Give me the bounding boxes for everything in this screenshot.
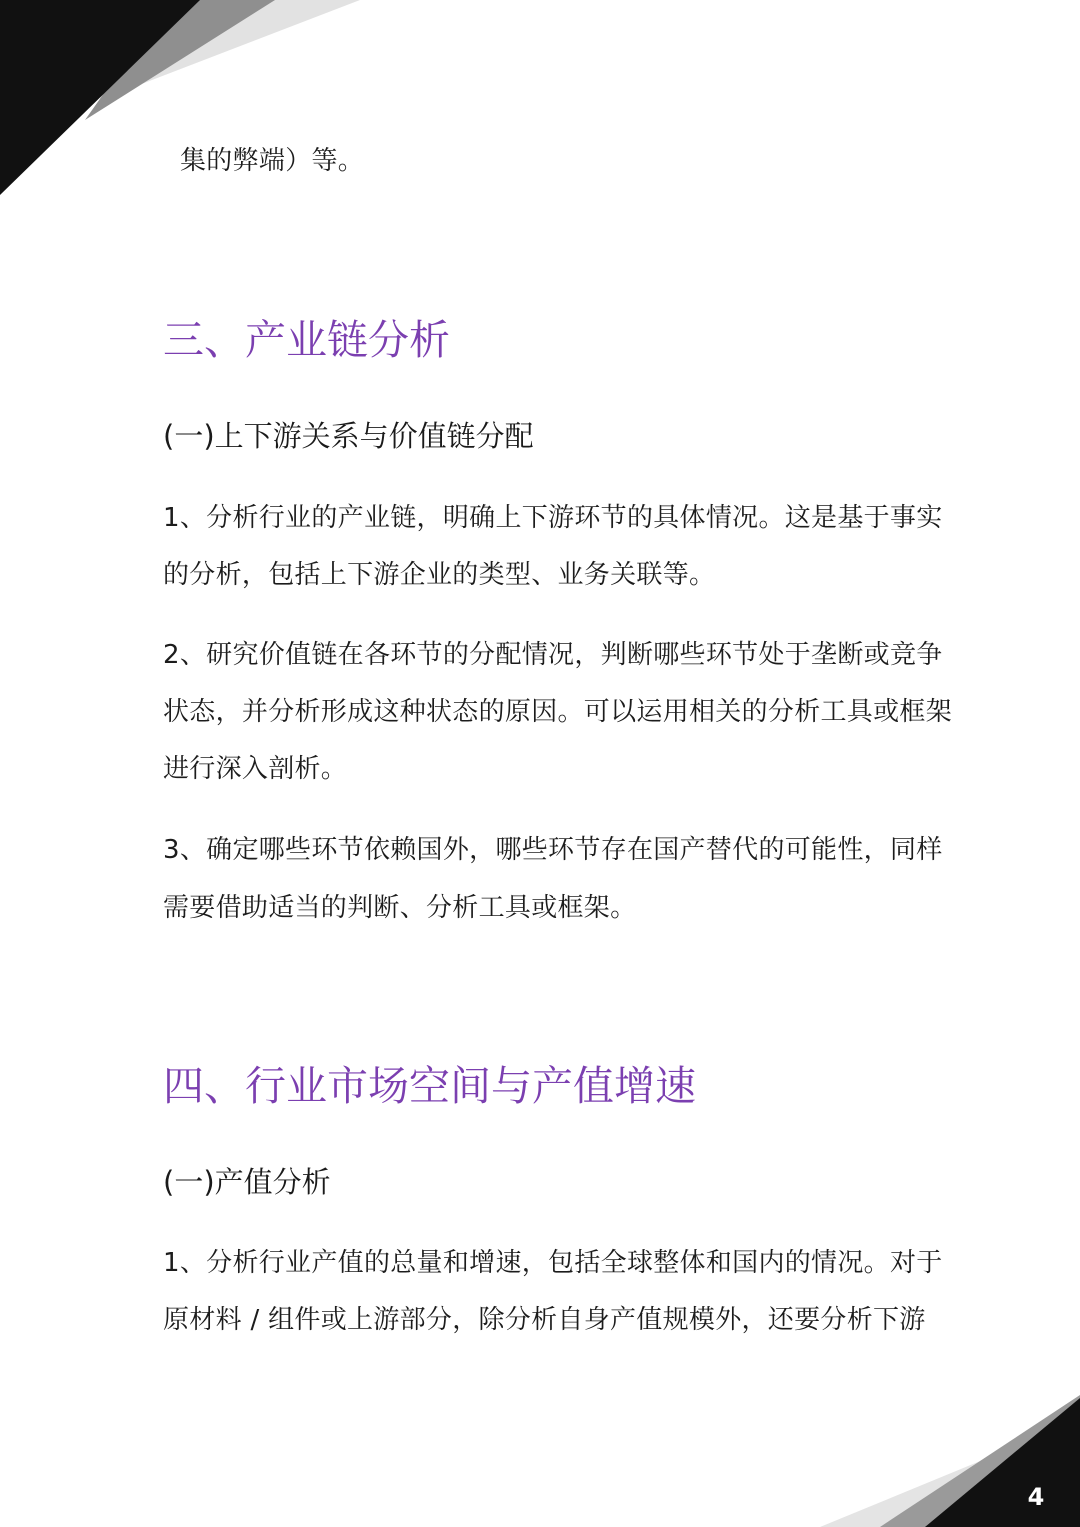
section-3-subsection-title: (一)上下游关系与价值链分配 (163, 419, 534, 453)
paragraph-line: 需要借助适当的判断、分析工具或框架。 (163, 893, 637, 923)
paragraph-line: 1、分析行业产值的总量和增速，包括全球整体和国内的情况。对于 (163, 1248, 943, 1278)
paragraph-line: 1、分析行业的产业链，明确上下游环节的具体情况。这是基于事实 (163, 503, 943, 533)
paragraph-line: 状态，并分析形成这种状态的原因。可以运用相关的分析工具或框架 (163, 697, 953, 727)
section-4-title: 四、行业市场空间与产值增速 (163, 1062, 696, 1110)
section-4-subsection-title: (一)产值分析 (163, 1165, 331, 1199)
continued-text: 集的弊端）等。 (180, 146, 365, 176)
paragraph-line: 进行深入剖析。 (163, 754, 348, 784)
paragraph-line: 原材料 / 组件或上游部分，除分析自身产值规模外，还要分析下游 (163, 1305, 926, 1335)
paragraph-line: 2、研究价值链在各环节的分配情况，判断哪些环节处于垄断或竞争 (163, 640, 943, 670)
paragraph-line: 3、确定哪些环节依赖国外，哪些环节存在国产替代的可能性，同样 (163, 835, 943, 865)
page-number: 4 (1027, 1483, 1045, 1511)
section-3-title: 三、产业链分析 (163, 316, 450, 364)
top-left-dark-triangle (0, 0, 200, 195)
paragraph-line: 的分析，包括上下游企业的类型、业务关联等。 (163, 560, 716, 590)
